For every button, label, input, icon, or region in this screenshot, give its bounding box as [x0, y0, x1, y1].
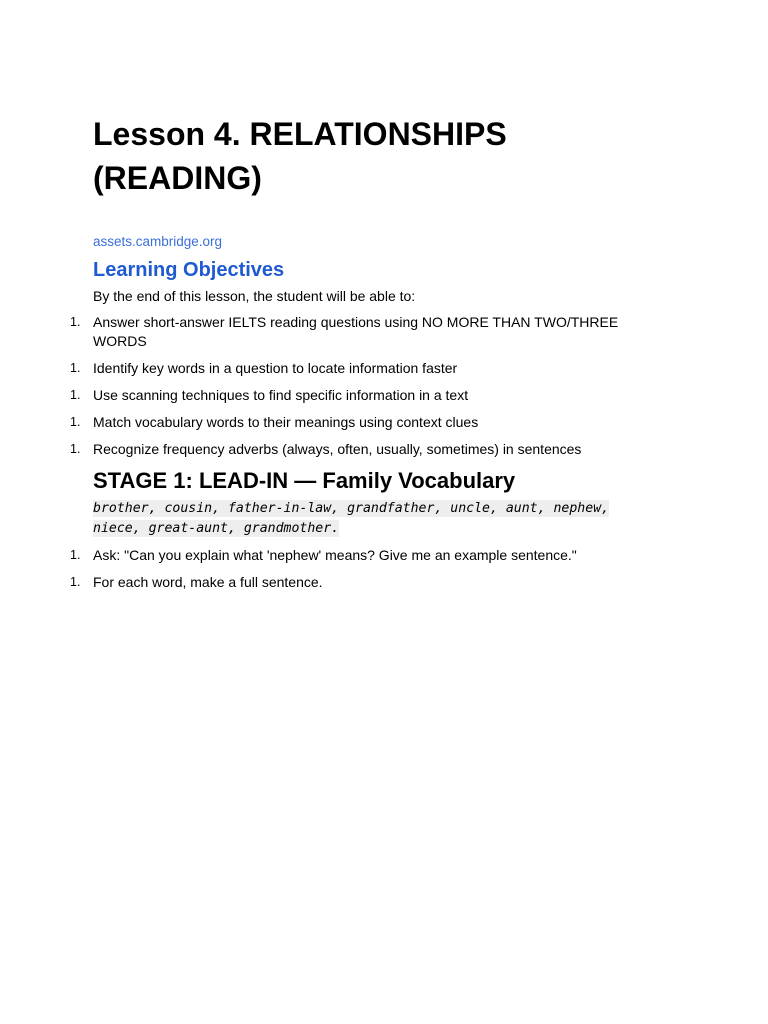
list-number: 1.: [70, 361, 81, 375]
list-number: 1.: [70, 575, 81, 589]
list-item: [70, 546, 663, 565]
list-item-text: Answer short-answer IELTS reading questions using NO MORE THAN TWO/THREE WORDS: [93, 314, 619, 349]
list-item-text: For each word, make a full sentence.: [93, 574, 323, 590]
stage-1-list: [70, 546, 663, 592]
list-item-text: Identify key words in a question to locate information faster: [93, 360, 458, 376]
list-number: 1.: [70, 388, 81, 402]
stage-1-heading: STAGE 1: LEAD-IN — Family Vocabulary: [93, 468, 516, 493]
page-title: Lesson 4. RELATIONSHIPS (READING): [93, 116, 507, 196]
list-number: 1.: [70, 315, 81, 329]
list-number: 1.: [70, 442, 81, 456]
list-number: 1.: [70, 548, 81, 562]
source-link[interactable]: assets.cambridge.org: [93, 234, 223, 249]
list-item-text: Match vocabulary words to their meanings using context clues: [93, 414, 479, 430]
list-item-text: Recognize frequency adverbs (always, often, usually, sometimes) in sentences: [93, 441, 582, 457]
list-item-text: Ask: "Can you explain what 'nephew' means? Give me an example sentence.": [93, 547, 577, 563]
lesson-document: [70, 112, 663, 600]
vocabulary-code: brother, cousin, father-in-law, grandfather, uncle, aunt, nephew, niece, great-aunt, grandmother.: [93, 501, 610, 536]
list-item: [70, 573, 663, 592]
list-number: 1.: [70, 415, 81, 429]
list-item: [70, 413, 663, 432]
learning-objectives-heading: Learning Objectives: [93, 259, 285, 281]
list-item: [70, 440, 663, 459]
list-item-text: Use scanning techniques to find specific information in a text: [93, 387, 469, 403]
list-item: [70, 313, 663, 351]
family-vocabulary: [93, 498, 663, 538]
list-item: [70, 386, 663, 405]
list-item: [70, 359, 663, 378]
objectives-intro: By the end of this lesson, the student will be able to:: [93, 288, 416, 304]
objectives-list: [70, 313, 663, 459]
